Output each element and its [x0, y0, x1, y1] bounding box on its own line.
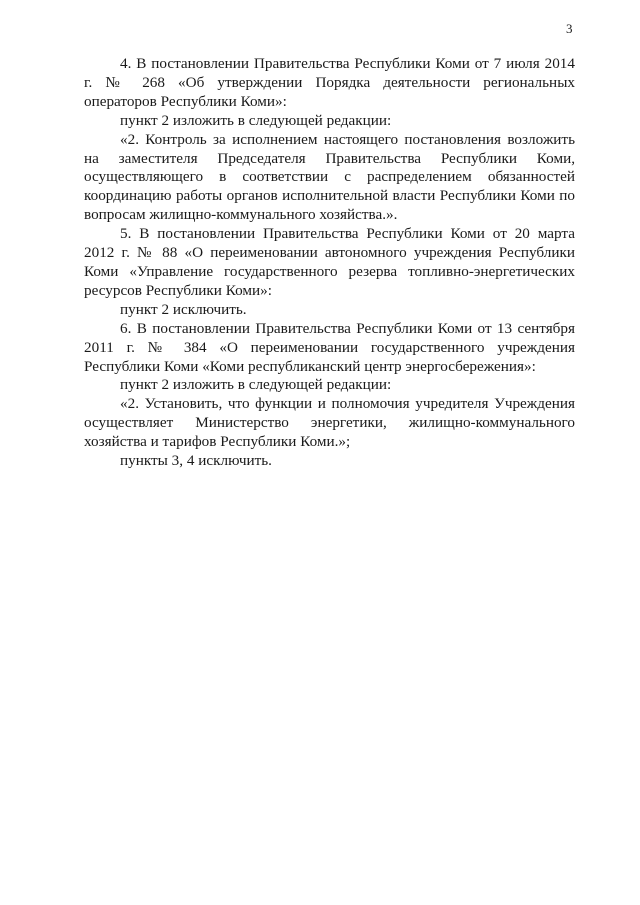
page-number: 3: [566, 21, 573, 36]
paragraph-clauses-3-4-exclude: пункты 3, 4 исключить.: [120, 452, 272, 470]
paragraph-item-4: 4. В постановлении Правительства Республики Коми от 7 июля 2014 г. № 268 «Об утверждении Порядка деятельности региональных операторов Республики Коми»:: [84, 55, 575, 110]
document-body: [84, 55, 575, 471]
paragraph-clause-2-text: «2. Контроль за исполнением настоящего постановления возложить на заместителя Председателя Правительства Республики Коми, осуществляющего в соответствии с распределением обязанностей координацию работы органов исполнительной власти Республики Коми по вопросам жилищно-коммунального хозяйства.».: [84, 130, 575, 224]
paragraph-clause-2-restate-2: пункт 2 изложить в следующей редакции:: [120, 376, 392, 394]
paragraph-item-5: 5. В постановлении Правительства Республики Коми от 20 марта 2012 г. № 88 «О переименовании автономного учреждения Республики Коми «Управление государственного резерва топливно-энергетических ресурсов Республики Коми»:: [84, 225, 575, 299]
paragraph-item-6: 6. В постановлении Правительства Республики Коми от 13 сентября 2011 г. № 384 «О переименовании государственного учреждения Республики Коми «Коми республиканский центр энергосбережения»:: [84, 319, 575, 375]
paragraph-clause-2-restate: пункт 2 изложить в следующей редакции:: [120, 111, 392, 129]
paragraph-clause-2-exclude: пункт 2 исключить.: [120, 300, 247, 318]
paragraph-clause-2-text-2: «2. Установить, что функции и полномочия учредителя Учреждения осуществляет Министерство энергетики, жилищно-коммунального хозяйства и тарифов Республики Коми.»;: [84, 395, 575, 451]
